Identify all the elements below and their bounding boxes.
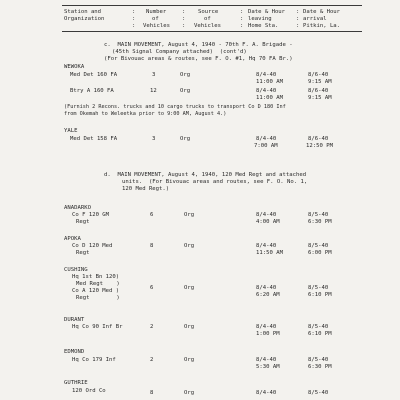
- leave-date: 8/4-40: [256, 136, 277, 142]
- unit-vehicle-count: 8: [150, 243, 154, 249]
- header-source-line2: of: [204, 16, 211, 22]
- unit-vehicle-count: 2: [150, 357, 154, 363]
- unit-source: Org: [180, 88, 191, 94]
- header-arrival-line1: Date & Hour: [303, 9, 341, 15]
- header-colon: :: [296, 16, 300, 22]
- unit-source: Org: [180, 72, 191, 78]
- arrival-date: 8/5-40: [308, 285, 329, 291]
- unit-source: Org: [184, 212, 195, 218]
- leave-time: 5:30 AM: [256, 364, 280, 370]
- arrival-time: 12:50 PM: [306, 143, 333, 149]
- unit-org: Btry A 160 FA: [70, 88, 114, 94]
- header-colon: :: [182, 23, 186, 29]
- unit-vehicle-count: 2: [150, 324, 154, 330]
- leave-time: 4:00 AM: [256, 219, 280, 225]
- station-durant: DURANT: [64, 317, 85, 323]
- unit-org: Hq 1st Bn 120): [72, 274, 120, 280]
- header-arrival-line2: arrival: [303, 16, 327, 22]
- unit-source: Org: [180, 136, 191, 142]
- arrival-date: 8/6-40: [308, 136, 329, 142]
- station-wewoka: WEWOKA: [64, 64, 85, 70]
- arrival-time: 6:10 PM: [308, 292, 332, 298]
- arrival-time: 6:30 PM: [308, 219, 332, 225]
- unit-org-line2: Med Regt ): [76, 281, 120, 287]
- leave-time: 6:20 AM: [256, 292, 280, 298]
- unit-vehicle-count: 6: [150, 212, 154, 218]
- header-colon: :: [296, 23, 300, 29]
- unit-source: Org: [184, 390, 195, 396]
- station-guthrie: GUTHRIE: [64, 380, 88, 386]
- header-source-line3: Vehicles: [194, 23, 221, 29]
- leave-time: 11:50 AM: [256, 250, 283, 256]
- header-colon: :: [240, 9, 244, 15]
- arrival-time: 6:10 PM: [308, 331, 332, 337]
- unit-org: Med Det 158 FA: [70, 136, 118, 142]
- unit-source: Org: [184, 357, 195, 363]
- leave-time: 7:00 AM: [254, 143, 278, 149]
- header-station-line2: Organization: [64, 16, 105, 22]
- unit-source: Org: [184, 243, 195, 249]
- header-bottom-rule: [62, 31, 362, 32]
- leave-date: 8/4-40: [256, 72, 277, 78]
- leave-date: 8/4-40: [256, 243, 277, 249]
- header-leaving-line3: Home Sta.: [248, 23, 279, 29]
- header-colon: :: [240, 16, 244, 22]
- header-leaving-line1: Date & Hour: [248, 9, 286, 15]
- section-d-heading-line2: units. (For Bivouac areas and routes, see F. O. No. 1,: [122, 179, 308, 185]
- arrival-time: 6:30 PM: [308, 364, 332, 370]
- header-colon: :: [132, 9, 136, 15]
- header-colon: :: [132, 23, 136, 29]
- header-colon: :: [182, 9, 186, 15]
- station-edmond: EDMOND: [64, 349, 85, 355]
- unit-source: Org: [184, 324, 195, 330]
- arrival-date: 8/6-40: [308, 72, 329, 78]
- arrival-date: 8/5-40: [308, 324, 329, 330]
- leave-time: 11:00 AM: [256, 79, 283, 85]
- leave-date: 8/4-40: [256, 88, 277, 94]
- leave-date: 8/4-40: [256, 212, 277, 218]
- header-colon: :: [296, 9, 300, 15]
- unit-org-line2: Regt: [76, 250, 90, 256]
- unit-vehicle-count: 3: [152, 136, 156, 142]
- header-arrival-line3: Pitkin, La.: [303, 23, 341, 29]
- unit-org: Co D 120 Med: [72, 243, 113, 249]
- unit-vehicle-count: 3: [152, 72, 156, 78]
- arrival-time: 9:15 AM: [308, 95, 332, 101]
- unit-source: Org: [184, 285, 195, 291]
- unit-org-line2: Regt: [76, 219, 90, 225]
- unit-org: Hq Co 179 Inf: [72, 357, 116, 363]
- arrival-date: 8/5-40: [308, 357, 329, 363]
- station-cushing: CUSHING: [64, 267, 88, 273]
- arrival-date: 8/5-40: [308, 212, 329, 218]
- unit-vehicle-count: 12: [150, 88, 157, 94]
- transport-note-line2: from Okemah to Weleetka prior to 9:00 AM, August 4.): [64, 111, 227, 117]
- unit-vehicle-count: 8: [150, 390, 154, 396]
- transport-note: (Furnish 2 Recons. trucks and 10 cargo trucks to transport Co D 180 Inf: [64, 104, 286, 110]
- unit-org: Hq Co 90 Inf Br: [72, 324, 123, 330]
- unit-org: Med Det 160 FA: [70, 72, 118, 78]
- arrival-time: 9:15 AM: [308, 79, 332, 85]
- header-colon: :: [240, 23, 244, 29]
- header-top-rule: [62, 5, 362, 6]
- section-d-heading: d. MAIN MOVEMENT, August 4, 1940, 120 Med Regt and attached: [104, 172, 307, 178]
- unit-org-line3: Co A 120 Med ): [72, 288, 120, 294]
- header-number-line3: Vehicles: [143, 23, 170, 29]
- unit-org: 120 Ord Co: [72, 388, 106, 394]
- header-colon: :: [132, 16, 136, 22]
- leave-date: 8/4-40: [256, 390, 277, 396]
- leave-date: 8/4-40: [256, 285, 277, 291]
- arrival-date: 8/6-40: [308, 88, 329, 94]
- section-c-heading-line2: (45th Signal Company attached) (cont'd): [112, 49, 247, 55]
- section-d-heading-line3: 120 Med Regt.): [122, 186, 170, 192]
- leave-time: 1:00 PM: [256, 331, 280, 337]
- unit-org: Co F 120 GM: [72, 212, 110, 218]
- leave-date: 8/4-40: [256, 324, 277, 330]
- arrival-time: 6:00 PM: [308, 250, 332, 256]
- unit-org-line4: Regt ): [76, 295, 120, 301]
- station-anadarko: ANADARKO: [64, 205, 91, 211]
- header-station-line1: Station and: [64, 9, 102, 15]
- leave-time: 11:00 AM: [256, 95, 283, 101]
- header-number-line1: Number: [146, 9, 167, 15]
- section-c-heading-line3: (For Bivouac areas & routes, see F. O. #1, Hq 70 FA Br.): [104, 56, 293, 62]
- leave-date: 8/4-40: [256, 357, 277, 363]
- header-number-line2: of: [152, 16, 159, 22]
- section-c-heading: c. MAIN MOVEMENT, August 4, 1940 - 70th F. A. Brigade -: [104, 42, 293, 48]
- unit-vehicle-count: 6: [150, 285, 154, 291]
- station-yale: YALE: [64, 128, 78, 134]
- header-colon: :: [182, 16, 186, 22]
- arrival-date: 8/5-40: [308, 390, 329, 396]
- arrival-date: 8/5-40: [308, 243, 329, 249]
- header-leaving-line2: leaving: [248, 16, 272, 22]
- header-source-line1: Source: [198, 9, 219, 15]
- station-apoka: APOKA: [64, 236, 81, 242]
